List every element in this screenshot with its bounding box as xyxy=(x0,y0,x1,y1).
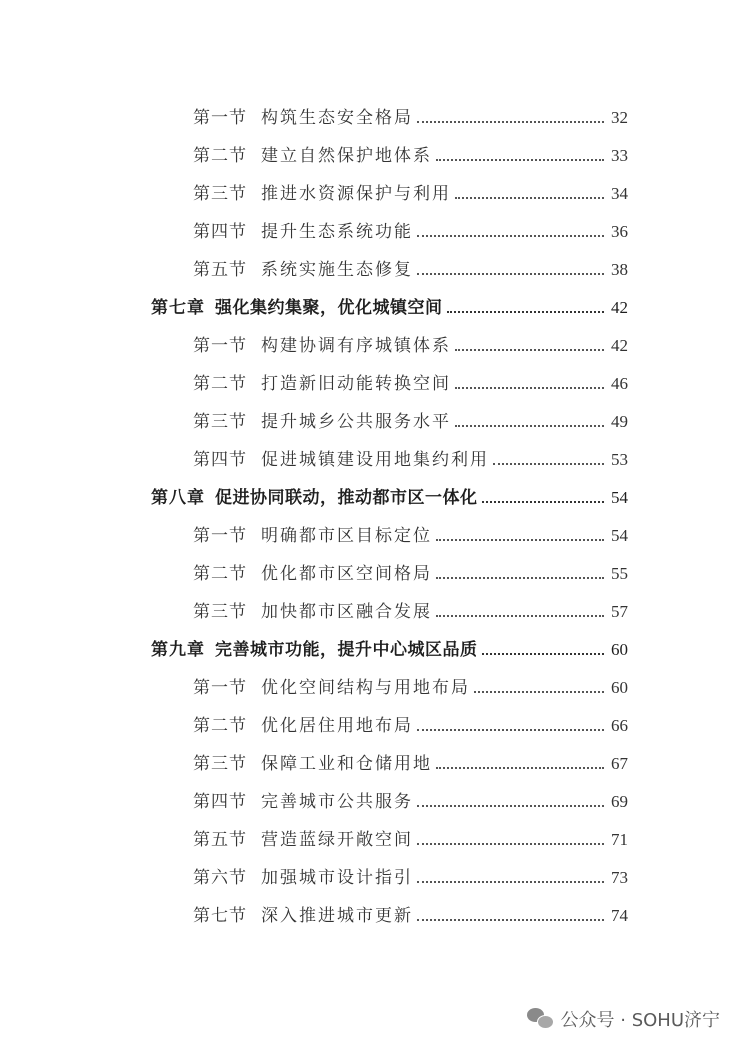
toc-dot-leader xyxy=(417,729,604,731)
toc-entry-number: 第三节 xyxy=(193,412,247,432)
toc-entry-title: 优化居住用地布局 xyxy=(261,716,413,736)
toc-section-row xyxy=(0,208,740,246)
toc-entry-number: 第二节 xyxy=(193,716,247,736)
toc-entry-number: 第八章 xyxy=(151,488,205,508)
toc-section-row xyxy=(0,816,740,854)
toc-entry-title: 完善城市公共服务 xyxy=(261,792,413,812)
toc-dot-leader xyxy=(436,577,604,579)
toc-entry-number: 第三节 xyxy=(193,184,247,204)
toc-page-number: 53 xyxy=(611,450,628,469)
toc-entry-number: 第二节 xyxy=(193,374,247,394)
toc-dot-leader xyxy=(417,805,604,807)
toc-chapter-row xyxy=(0,626,740,664)
watermark xyxy=(527,1006,720,1032)
toc-dot-leader xyxy=(447,311,605,313)
toc-dot-leader xyxy=(417,843,604,845)
toc-entry-title: 优化空间结构与用地布局 xyxy=(261,678,470,698)
toc-section-row xyxy=(0,892,740,930)
toc-page-number: 54 xyxy=(611,526,628,545)
toc-entry-title: 保障工业和仓储用地 xyxy=(261,754,432,774)
toc-page-number: 34 xyxy=(611,184,628,203)
toc-entry-number: 第一节 xyxy=(193,336,247,356)
toc-entry-number: 第一节 xyxy=(193,678,247,698)
toc-entry-title: 系统实施生态修复 xyxy=(261,260,413,280)
toc-page-number: 42 xyxy=(611,298,628,317)
toc-dot-leader xyxy=(436,539,604,541)
toc-section-row xyxy=(0,740,740,778)
toc-entry-number: 第四节 xyxy=(193,450,247,470)
toc-entry-title: 提升城乡公共服务水平 xyxy=(261,412,451,432)
toc-entry-title: 加快都市区融合发展 xyxy=(261,602,432,622)
toc-entry-title: 促进城镇建设用地集约利用 xyxy=(261,450,489,470)
toc-entry-number: 第五节 xyxy=(193,830,247,850)
toc-entry-number: 第四节 xyxy=(193,222,247,242)
toc-page-number: 69 xyxy=(611,792,628,811)
toc-page-number: 55 xyxy=(611,564,628,583)
toc-entry-number: 第六节 xyxy=(193,868,247,888)
toc-page-number: 66 xyxy=(611,716,628,735)
toc-page-number: 71 xyxy=(611,830,628,849)
toc-page-number: 32 xyxy=(611,108,628,127)
toc-section-row xyxy=(0,512,740,550)
toc-dot-leader xyxy=(455,349,604,351)
toc-entry-title: 建立自然保护地体系 xyxy=(261,146,432,166)
toc-entry-title: 推进水资源保护与利用 xyxy=(261,184,451,204)
toc-entry-number: 第七节 xyxy=(193,906,247,926)
toc-entry-title: 加强城市设计指引 xyxy=(261,868,413,888)
toc-page-number: 60 xyxy=(611,678,628,697)
watermark-text: 公众号 · SOHU济宁 xyxy=(560,1010,720,1031)
toc-page-number: 57 xyxy=(611,602,628,621)
toc-page-number: 73 xyxy=(611,868,628,887)
toc-dot-leader xyxy=(417,273,604,275)
toc-page-number: 33 xyxy=(611,146,628,165)
toc-entry-number: 第九章 xyxy=(151,640,205,660)
toc-entry-title: 构筑生态安全格局 xyxy=(261,108,413,128)
toc-section-row xyxy=(0,550,740,588)
toc-section-row xyxy=(0,322,740,360)
toc-entry-title: 强化集约集聚，优化城镇空间 xyxy=(215,298,443,318)
toc-dot-leader xyxy=(417,881,604,883)
toc-section-row xyxy=(0,854,740,892)
toc-dot-leader xyxy=(455,425,604,427)
toc-section-row xyxy=(0,588,740,626)
toc-entry-number: 第二节 xyxy=(193,564,247,584)
toc-dot-leader xyxy=(455,387,604,389)
toc-dot-leader xyxy=(482,653,605,655)
toc-section-row xyxy=(0,94,740,132)
toc-section-row xyxy=(0,436,740,474)
toc-chapter-row xyxy=(0,474,740,512)
toc-section-row xyxy=(0,170,740,208)
toc-entry-title: 营造蓝绿开敞空间 xyxy=(261,830,413,850)
toc-dot-leader xyxy=(482,501,605,503)
toc-page-number: 60 xyxy=(611,640,628,659)
toc-section-row xyxy=(0,702,740,740)
toc-entry-title: 打造新旧动能转换空间 xyxy=(261,374,451,394)
toc-entry-title: 构建协调有序城镇体系 xyxy=(261,336,451,356)
toc-section-row xyxy=(0,664,740,702)
toc-entry-number: 第七章 xyxy=(151,298,205,318)
toc-section-row xyxy=(0,360,740,398)
toc-page-number: 36 xyxy=(611,222,628,241)
toc-page-number: 38 xyxy=(611,260,628,279)
toc-entry-number: 第二节 xyxy=(193,146,247,166)
toc-dot-leader xyxy=(493,463,604,465)
toc-page-number: 74 xyxy=(611,906,628,925)
toc-entry-title: 促进协同联动，推动都市区一体化 xyxy=(215,488,478,508)
toc-dot-leader xyxy=(417,121,604,123)
toc-entry-title: 完善城市功能，提升中心城区品质 xyxy=(215,640,478,660)
table-of-contents xyxy=(0,94,740,930)
toc-entry-number: 第五节 xyxy=(193,260,247,280)
toc-section-row xyxy=(0,132,740,170)
toc-entry-number: 第一节 xyxy=(193,108,247,128)
toc-dot-leader xyxy=(417,235,604,237)
toc-page-number: 49 xyxy=(611,412,628,431)
toc-page-number: 46 xyxy=(611,374,628,393)
toc-page-number: 54 xyxy=(611,488,628,507)
toc-dot-leader xyxy=(417,919,604,921)
toc-entry-number: 第一节 xyxy=(193,526,247,546)
toc-page-number: 42 xyxy=(611,336,628,355)
toc-page-number: 67 xyxy=(611,754,628,773)
toc-dot-leader xyxy=(436,767,604,769)
toc-section-row xyxy=(0,778,740,816)
toc-section-row xyxy=(0,246,740,284)
toc-entry-title: 优化都市区空间格局 xyxy=(261,564,432,584)
toc-entry-title: 明确都市区目标定位 xyxy=(261,526,432,546)
toc-dot-leader xyxy=(436,615,604,617)
toc-dot-leader xyxy=(436,159,604,161)
toc-section-row xyxy=(0,398,740,436)
toc-dot-leader xyxy=(474,691,604,693)
toc-entry-number: 第三节 xyxy=(193,602,247,622)
toc-entry-number: 第四节 xyxy=(193,792,247,812)
toc-dot-leader xyxy=(455,197,604,199)
toc-chapter-row xyxy=(0,284,740,322)
toc-entry-title: 深入推进城市更新 xyxy=(261,906,413,926)
wechat-icon xyxy=(527,1008,553,1030)
toc-entry-title: 提升生态系统功能 xyxy=(261,222,413,242)
toc-entry-number: 第三节 xyxy=(193,754,247,774)
